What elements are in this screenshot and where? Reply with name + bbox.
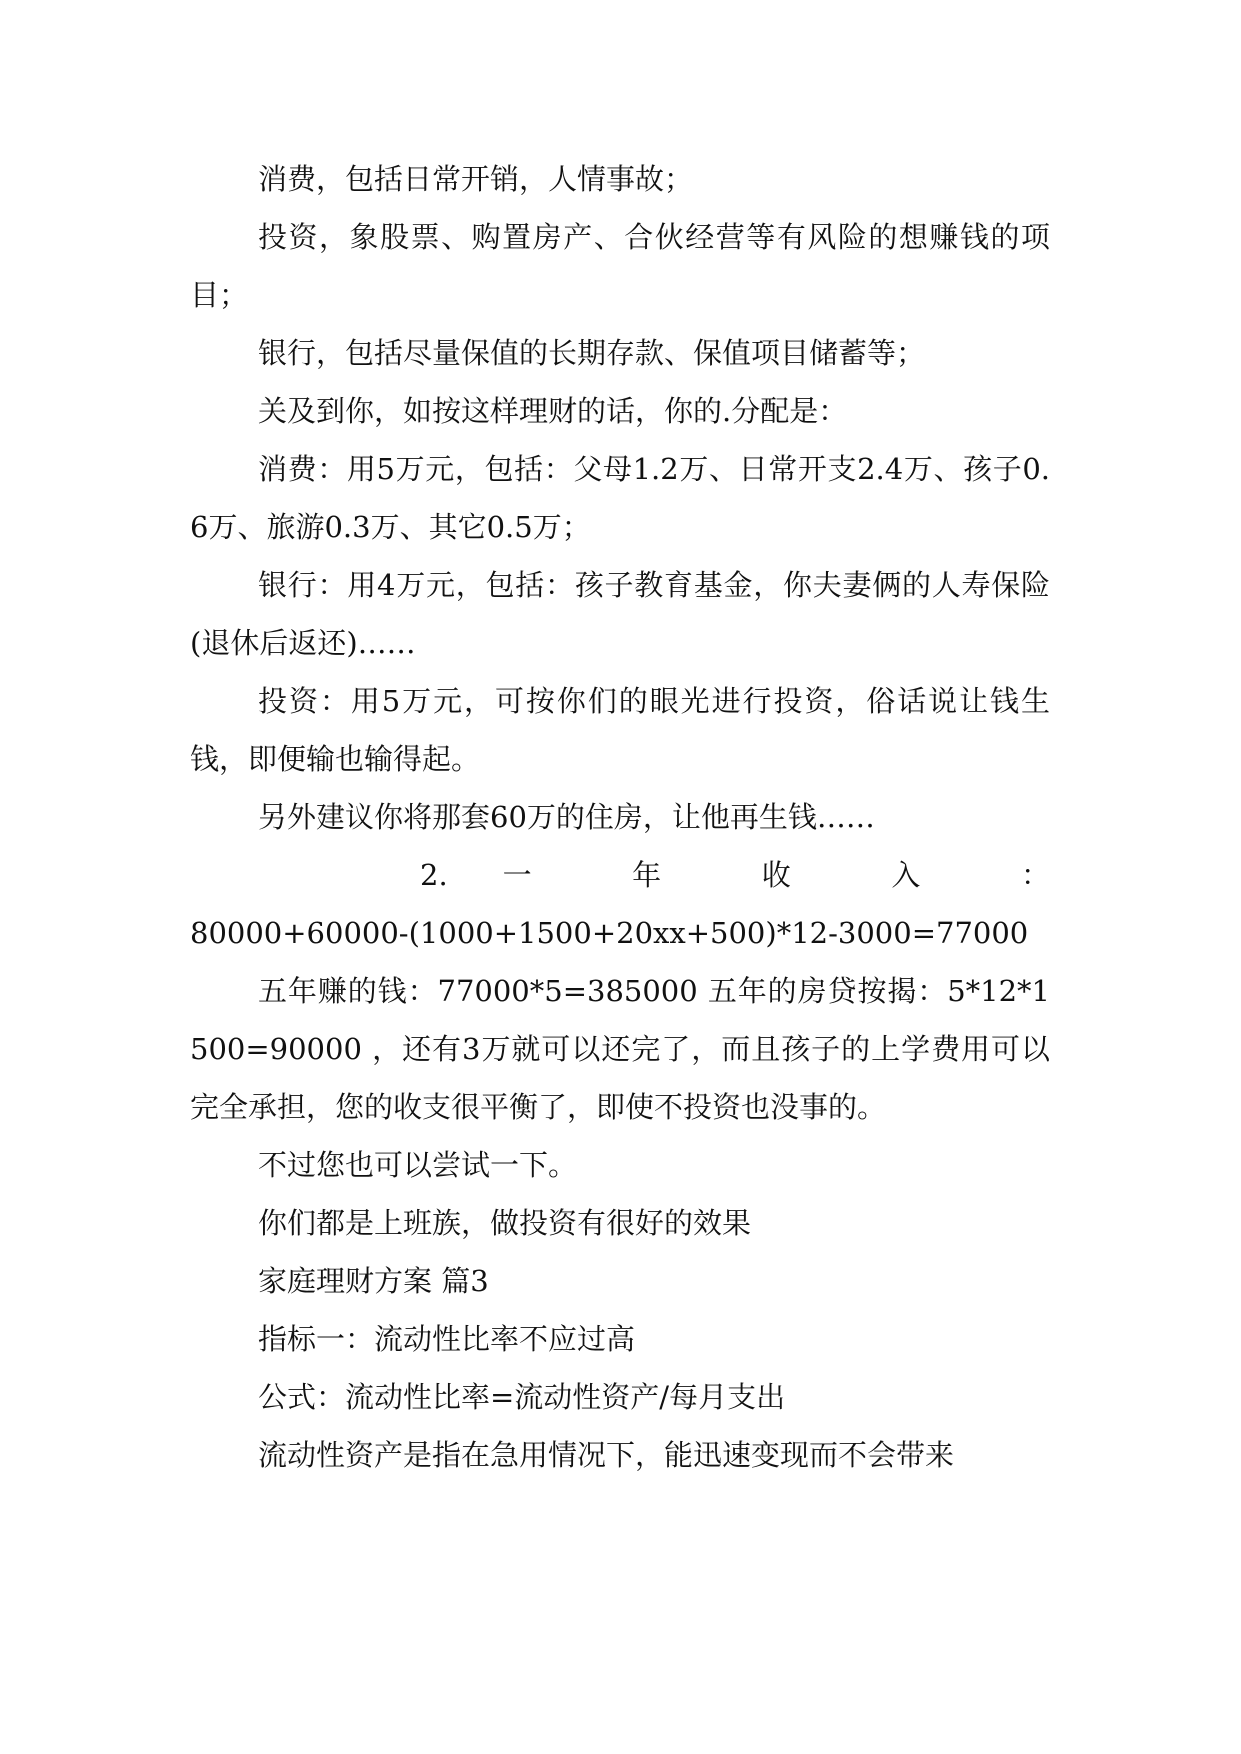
paragraph-bank: 银行，包括尽量保值的长期存款、保值项目储蓄等； <box>258 336 926 370</box>
document-body <box>190 150 1050 1484</box>
section-title-plan-3: 家庭理财方案 篇3 <box>258 1264 489 1298</box>
paragraph-office-workers: 你们都是上班族，做投资有很好的效果 <box>258 1206 752 1240</box>
paragraph-annual-income-formula: 80000+60000-(1000+1500+20xx+500)*12-3000=77000 <box>190 916 1029 950</box>
paragraph-five-year-earnings: 五年赚的钱：77000*5=385000 五年的房贷按揭：5*12*1500=90000 ，还有3万就可以还完了，而且孩子的上学费用可以完全承担，您的收支很平衡了，即使不投资也没事的。 <box>190 974 1050 1124</box>
paragraph-allocation-intro: 关及到你，如按这样理财的话，你的.分配是： <box>258 394 848 428</box>
paragraph-try-suggestion: 不过您也可以尝试一下。 <box>258 1148 578 1182</box>
paragraph-housing-suggestion: 另外建议你将那套60万的住房，让他再生钱…… <box>258 800 875 834</box>
paragraph-formula: 公式：流动性比率=流动性资产/每月支出 <box>258 1380 786 1414</box>
paragraph-consumption: 消费，包括日常开销，人情事故； <box>258 162 694 196</box>
paragraph-consumption-allocation: 消费：用5万元，包括：父母1.2万、日常开支2.4万、孩子0.6万、旅游0.3万、其它0.5万； <box>190 452 1050 544</box>
paragraph-annual-income-heading: 2. 一 年 收 入 ： <box>420 858 1050 892</box>
paragraph-investment: 投资，象股票、购置房产、合伙经营等有风险的想赚钱的项目； <box>190 220 1050 312</box>
paragraph-liquid-assets: 流动性资产是指在急用情况下，能迅速变现而不会带来 <box>258 1438 955 1472</box>
paragraph-bank-allocation: 银行：用4万元，包括：孩子教育基金，你夫妻俩的人寿保险(退休后返还)…… <box>190 568 1050 660</box>
paragraph-indicator-one: 指标一：流动性比率不应过高 <box>258 1322 636 1356</box>
paragraph-investment-allocation: 投资：用5万元，可按你们的眼光进行投资，俗话说让钱生钱，即便输也输得起。 <box>190 684 1050 776</box>
